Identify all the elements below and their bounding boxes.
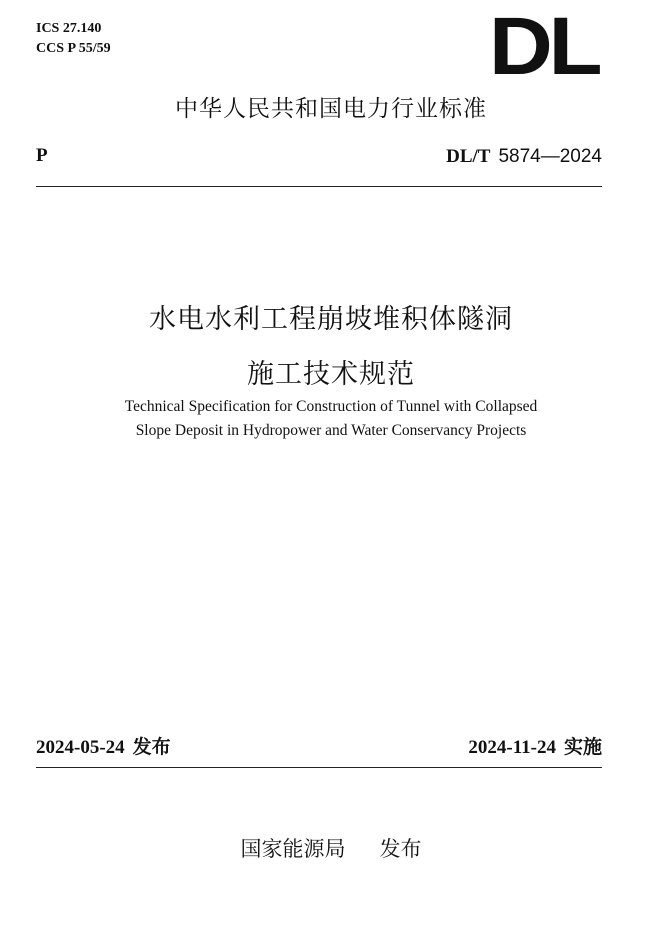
- standard-number-prefix: DL/T: [446, 146, 491, 167]
- industry-standard-label: 中华人民共和国电力行业标准: [175, 96, 487, 122]
- dl-logo: DL: [488, 1, 598, 92]
- ics-code: ICS 27.140: [36, 21, 102, 36]
- title-english-line-1: Technical Specification for Construction of Tunnel with Collapsed: [124, 398, 538, 415]
- issuer-action: 发布: [379, 837, 422, 861]
- implementation-date: [468, 734, 602, 761]
- ccs-code: CCS P 55/59: [36, 41, 111, 56]
- issue-date-label: 发布: [132, 736, 171, 758]
- implementation-date-value: 2024-11-24: [468, 737, 556, 758]
- title-english-line-2: Slope Deposit in Hydropower and Water Conservancy Projects: [135, 422, 527, 439]
- standard-number-code: 5874—2024: [498, 146, 602, 167]
- title-chinese-line-2: 施工技术规范: [247, 359, 415, 390]
- issuer-name: 国家能源局: [240, 837, 346, 861]
- top-divider: [36, 186, 602, 187]
- issue-date: [36, 734, 171, 761]
- issuing-authority: [0, 835, 662, 863]
- implementation-date-label: 实施: [563, 736, 602, 758]
- classification-letter: P: [36, 145, 48, 166]
- standard-number: [446, 145, 602, 169]
- title-chinese-line-1: 水电水利工程崩坡堆积体隧洞: [149, 304, 513, 335]
- bottom-divider: [36, 767, 602, 768]
- issue-date-value: 2024-05-24: [36, 737, 125, 758]
